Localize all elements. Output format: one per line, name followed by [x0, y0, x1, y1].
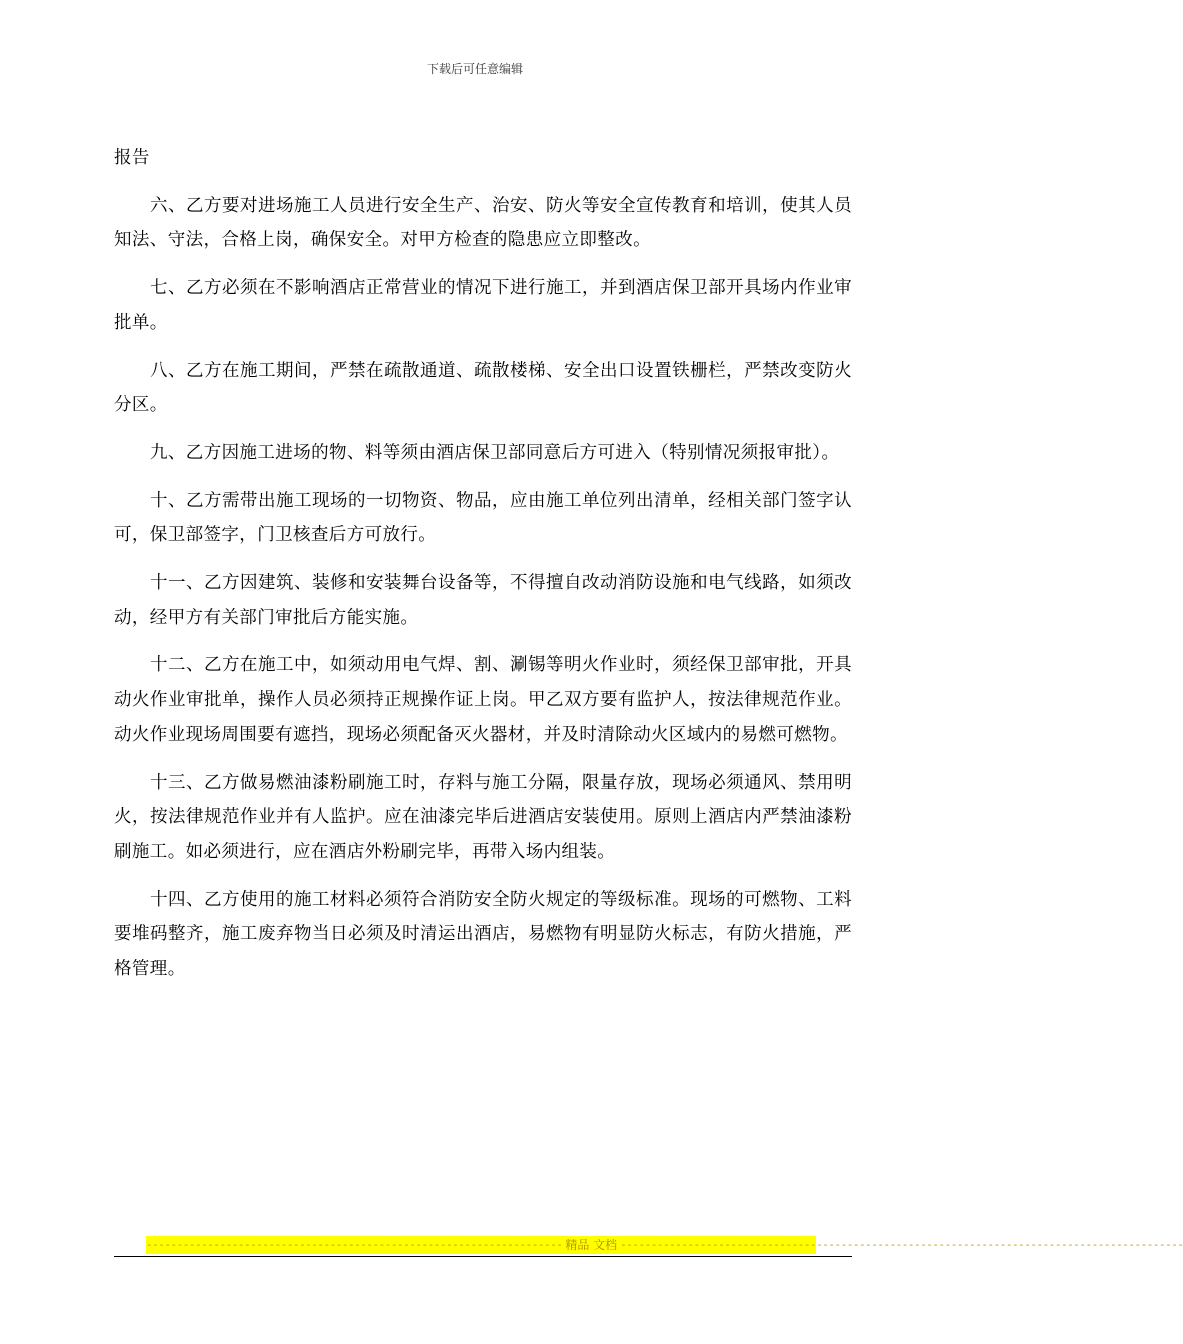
footer-label: 精品 文档 — [565, 1238, 618, 1252]
clause-10: 十、乙方需带出施工现场的一切物资、物品，应由施工单位列出清单，经相关部门签字认可，保卫部签字，门卫核查后方可放行。 — [114, 490, 852, 546]
footer-divider — [114, 1256, 852, 1257]
paragraph-continuation: 报告 — [114, 148, 150, 168]
footer-right-dashes: -------------------------------------------------------------------------------------------- — [620, 1238, 1183, 1251]
clause-8: 八、乙方在施工期间，严禁在疏散通道、疏散楼梯、安全出口设置铁栅栏，严禁改变防火分区。 — [114, 360, 852, 416]
clause-12: 十二、乙方在施工中，如须动用电气焊、割、涮锡等明火作业时，须经保卫部审批，开具动火作业审批单，操作人员必须持正规操作证上岗。甲乙双方要有监护人，按法律规范作业。动火作业现场周围要有遮挡，现场必须配备灭火器材，并及时清除动火区域内的易燃可燃物。 — [114, 655, 852, 745]
footer-left-dashes: -------------------------------------------------------------------- — [146, 1238, 563, 1251]
clause-13: 十三、乙方做易燃油漆粉刷施工时，存料与施工分隔，限量存放，现场必须通风、禁用明火，按法律规范作业并有人监护。应在油漆完毕后进酒店安装使用。原则上酒店内严禁油漆粉刷施工。如必须进行，应在酒店外粉刷完毕，再带入场内组装。 — [114, 772, 852, 862]
clause-11: 十一、乙方因建筑、装修和安装舞台设备等，不得擅自改动消防设施和电气线路，如须改动，经甲方有关部门审批后方能实施。 — [114, 573, 852, 628]
document-body — [114, 141, 852, 1000]
clause-14: 十四、乙方使用的施工材料必须符合消防安全防火规定的等级标准。现场的可燃物、工料要堆码整齐，施工废弃物当日必须及时清运出酒店，易燃物有明显防火标志，有防火措施，严格管理。 — [114, 889, 852, 980]
clause-7: 七、乙方必须在不影响酒店正常营业的情况下进行施工，并到酒店保卫部开具场内作业审批单。 — [114, 278, 852, 333]
footer-highlight-bar — [146, 1236, 1183, 1254]
clause-9: 九、乙方因施工进场的物、料等须由酒店保卫部同意后方可进入（特别情况须报审批）。 — [150, 442, 840, 463]
page-header-note: 下载后可任意编辑 — [426, 62, 523, 76]
clause-6: 六、乙方要对进场施工人员进行安全生产、治安、防火等安全宣传教育和培训，使其人员知法、守法，合格上岗，确保安全。对甲方检查的隐患应立即整改。 — [114, 195, 852, 251]
